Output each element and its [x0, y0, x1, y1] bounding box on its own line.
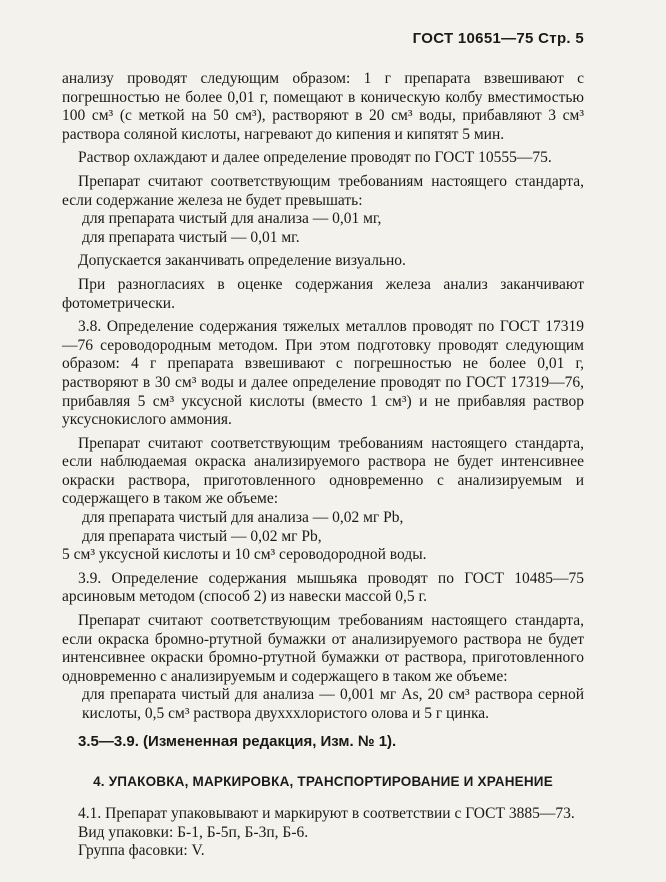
- section-4-1: 4.1. Препарат упаковывают и маркируют в соответствии с ГОСТ 3885—73.: [78, 805, 575, 823]
- paragraph-iron-requirement: Препарат считают соответствующим требованиям настоящего стандарта, если содержание железа не будет превышать:: [62, 172, 584, 209]
- paragraph-iron-prep: анализу проводят следующим образом: 1 г препарата взвешивают с погрешностью не более 0,01 г, помещают в коническую колбу вместимостью 100 см³ (с меткой на 50 см³), растворяют в 20 см³ воды, прибавляют 3 см³ раствора соляной кислоты, нагревают до кипения и кипятят 5 мин.: [62, 70, 584, 143]
- packaging-type: Вид упаковки: Б-1, Б-5п, Б-3п, Б-6.: [78, 823, 309, 841]
- iron-limit-analysis: для препарата чистый для анализа — 0,01 мг,: [82, 210, 382, 228]
- packaging-group: Группа фасовки: V.: [78, 842, 205, 860]
- paragraph-arsenic-requirement: Препарат считают соответствующим требованиям настоящего стандарта, если окраска бромно-ртутной бумажки от анализируемого раствора не будет интенсивнее окраски бромно-ртутной бумажки от раствора, приготовленного одновременно с анализируемым и содержащего в таком же объеме:: [62, 612, 584, 685]
- section-3-8: 3.8. Определение содержания тяжелых металлов проводят по ГОСТ 17319—76 сероводородным методом. При этом подготовку проводят следующим образом: 4 г препарата взвешивают с погрешностью не более 0,01 г, растворяют в 30 см³ воды и далее определение проводят по ГОСТ 17319—76, прибавляя 5 см³ уксусной кислоты (вместо 1 см³) и не прибавляя раствор уксуснокислого аммония.: [62, 318, 584, 429]
- revision-note: 3.5—3.9. (Измененная редакция, Изм. № 1).: [78, 732, 397, 750]
- page-header: ГОСТ 10651—75 Стр. 5: [412, 30, 584, 47]
- paragraph-visual: Допускается заканчивать определение визуально.: [78, 252, 406, 270]
- metals-limit-analysis: для препарата чистый для анализа — 0,02 мг Pb,: [82, 509, 404, 527]
- paragraph-disagreement: При разногласиях в оценке содержания железа анализ заканчивают фотометрически.: [62, 275, 584, 312]
- paragraph-metals-requirement: Препарат считают соответствующим требованиям настоящего стандарта, если наблюдаемая окраска анализируемого раствора не будет интенсивнее окраски раствора, приготовленного одновременно с анализируемым и содержащего в таком же объеме:: [62, 434, 584, 508]
- paragraph-iron-cooling: Раствор охлаждают и далее определение проводят по ГОСТ 10555—75.: [78, 149, 552, 167]
- iron-limit-pure: для препарата чистый — 0,01 мг.: [82, 228, 300, 246]
- metals-reagents: 5 см³ уксусной кислоты и 10 см³ сероводородной воды.: [62, 546, 427, 564]
- metals-limit-pure: для препарата чистый — 0,02 мг Pb,: [82, 527, 322, 545]
- section-4-title: 4. УПАКОВКА, МАРКИРОВКА, ТРАНСПОРТИРОВАНИЕ И ХРАНЕНИЕ: [93, 774, 553, 790]
- document-body: [62, 70, 584, 861]
- section-3-9: 3.9. Определение содержания мышьяка проводят по ГОСТ 10485—75 арсиновым методом (способ 2) из навески массой 0,5 г.: [62, 569, 584, 606]
- arsenic-limit-analysis: для препарата чистый для анализа — 0,001 мг As, 20 см³ раствора серной кислоты, 0,5 см³ раствора двухххлористого олова и 5 г цинка.: [82, 686, 584, 722]
